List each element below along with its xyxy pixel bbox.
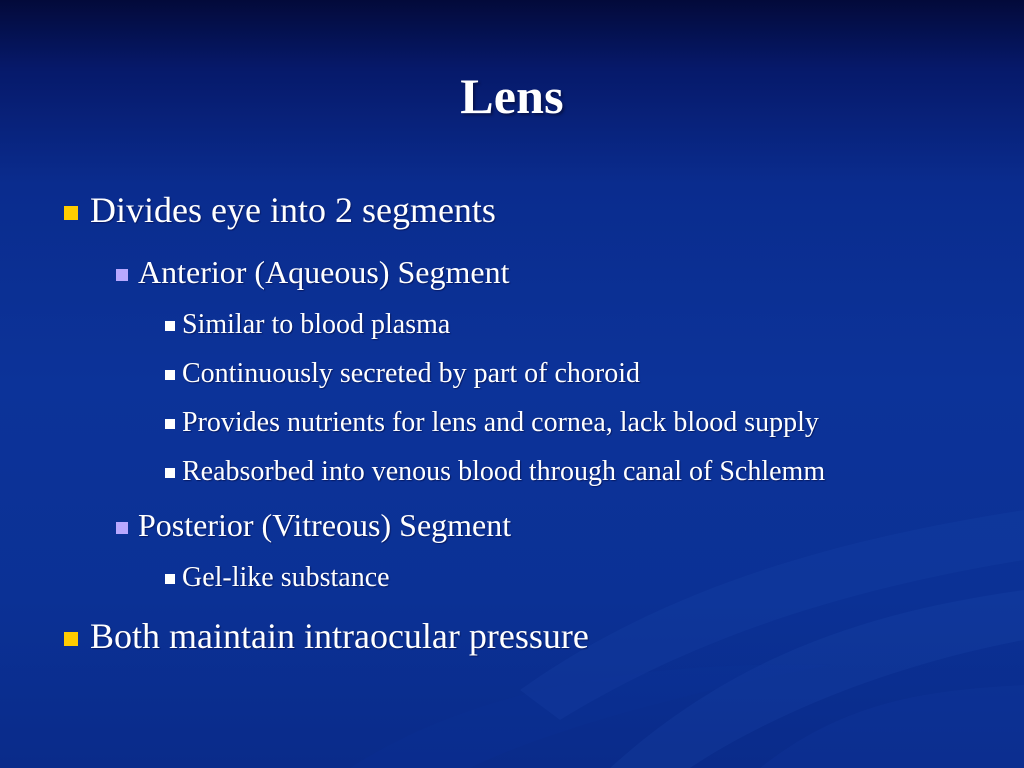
bullet-item xyxy=(165,358,640,389)
bullet-item xyxy=(116,255,509,291)
square-bullet-icon xyxy=(165,419,175,429)
bullet-text: Anterior (Aqueous) Segment xyxy=(138,254,510,290)
bullet-text: Both maintain intraocular pressure xyxy=(90,616,589,656)
bullet-text: Continuously secreted by part of choroid xyxy=(182,358,641,389)
bullet-text: Similar to blood plasma xyxy=(182,309,451,340)
square-bullet-icon xyxy=(116,269,128,281)
slide-title: Lens xyxy=(460,68,564,124)
bullet-item xyxy=(116,508,511,544)
bullet-item xyxy=(165,407,819,438)
square-bullet-icon xyxy=(165,370,175,380)
bullet-text: Provides nutrients for lens and cornea, lack blood supply xyxy=(182,407,819,438)
bullet-item xyxy=(165,562,390,593)
square-bullet-icon xyxy=(64,206,78,220)
bullet-text: Gel-like substance xyxy=(182,562,390,593)
bullet-item xyxy=(64,190,496,230)
bullet-item xyxy=(64,616,589,656)
square-bullet-icon xyxy=(165,574,175,584)
square-bullet-icon xyxy=(165,468,175,478)
square-bullet-icon xyxy=(165,321,175,331)
square-bullet-icon xyxy=(64,632,78,646)
square-bullet-icon xyxy=(116,522,128,534)
bullet-item xyxy=(165,456,825,487)
bullet-text: Reabsorbed into venous blood through canal of Schlemm xyxy=(182,456,826,487)
bullet-text: Posterior (Vitreous) Segment xyxy=(138,507,512,543)
bullet-item xyxy=(165,309,450,340)
bullet-text: Divides eye into 2 segments xyxy=(90,190,496,230)
